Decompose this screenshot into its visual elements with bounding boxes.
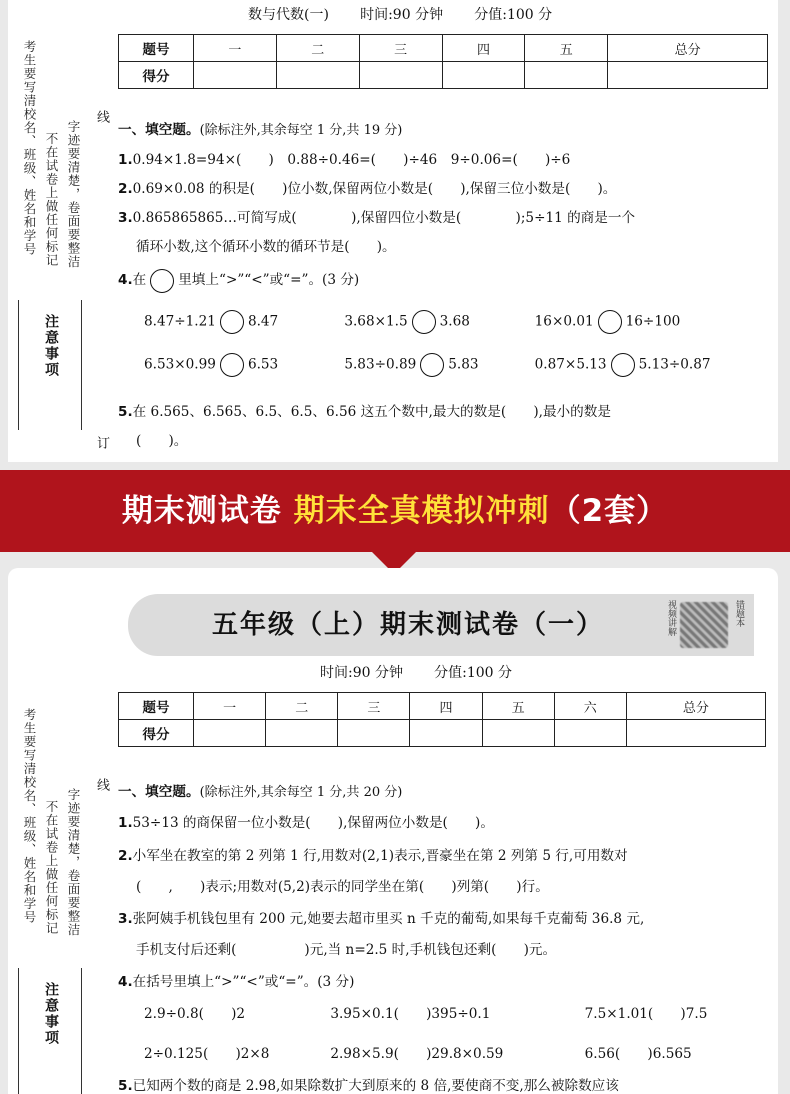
table-header-cell: 五 — [525, 35, 608, 62]
question-number: 4. — [118, 974, 133, 990]
compare-circle[interactable] — [220, 353, 244, 377]
compare-item[interactable]: 2.98×5.9( )29.8×0.59 — [330, 1046, 504, 1062]
section-note: (除标注外,其余每空 1 分,共 19 分) — [199, 123, 403, 138]
question-3 — [118, 206, 764, 226]
question-text: 0.865865865…可简写成( ),保留四位小数是( );5÷11 的商是一个 — [132, 210, 636, 226]
compare-left: 16×0.01 — [534, 313, 594, 330]
score-cell[interactable] — [442, 62, 525, 89]
question-number: 2. — [118, 848, 133, 864]
table-row — [119, 693, 766, 720]
total-score: 分值:100 分 — [474, 7, 553, 23]
compare-circle[interactable] — [611, 353, 635, 377]
question-2 — [118, 177, 764, 197]
qr-left-label: 视频讲解 — [666, 600, 676, 636]
question-number: 1. — [118, 152, 133, 168]
table-header-cell: 五 — [482, 693, 554, 720]
score-cell[interactable] — [266, 720, 338, 747]
margin-note-3: 字迹要清楚，卷面要整洁 — [66, 120, 81, 269]
compare-row — [144, 1042, 764, 1062]
compare-right: 5.13÷0.87 — [638, 356, 711, 373]
question-5 — [118, 400, 764, 420]
section-note: (除标注外,其余每空 1 分,共 20 分) — [199, 785, 403, 800]
compare-circle[interactable] — [598, 310, 622, 334]
score-cell[interactable] — [608, 62, 768, 89]
compare-circle[interactable] — [220, 310, 244, 334]
question-2 — [118, 844, 764, 864]
score-cell[interactable] — [359, 62, 442, 89]
exam-sheet-1 — [8, 0, 778, 462]
question-4 — [118, 970, 764, 990]
compare-item — [344, 310, 530, 334]
binding-margin — [8, 0, 109, 462]
table-header-cell: 三 — [338, 693, 410, 720]
compare-right: 5.83 — [448, 356, 479, 373]
banner-count: （2套） — [549, 493, 669, 529]
cut-line-label: 线 — [94, 110, 109, 123]
compare-left: 6.53×0.99 — [144, 356, 216, 373]
table-header-cell: 题号 — [119, 35, 194, 62]
staple-line-label: 订 — [94, 436, 109, 449]
score-cell[interactable] — [410, 720, 482, 747]
banner-highlight: 期末全真模拟冲刺 — [293, 493, 550, 529]
questions-area — [118, 780, 764, 1094]
question-text: 里填上“>”“<”或“=”。(3 分) — [178, 272, 360, 288]
table-header-cell: 总分 — [626, 693, 765, 720]
binding-margin — [8, 568, 109, 1094]
question-1 — [118, 148, 764, 168]
question-text: 0.69×0.08 的积是( )位小数,保留两位小数是( ),保留三位小数是( )。 — [132, 181, 617, 197]
question-text: 在 — [132, 272, 147, 288]
compare-right: 3.68 — [439, 313, 470, 330]
table-header-cell: 二 — [266, 693, 338, 720]
compare-left: 0.87×5.13 — [534, 356, 607, 373]
question-2-cont: ( , )表示;用数对(5,2)表示的同学坐在第( )列第( )行。 — [136, 879, 549, 895]
question-3-cont: 手机支付后还剩( )元,当 n=2.5 时,手机钱包还剩( )元。 — [136, 942, 557, 958]
compare-left: 8.47÷1.21 — [144, 313, 216, 330]
question-text: 53÷13 的商保留一位小数是( ),保留两位小数是( )。 — [132, 815, 494, 831]
question-text: 在 6.565、6.565、6.5、6.5、6.56 这五个数中,最大的数是( ),最小的数是 — [132, 404, 611, 420]
notice-box — [18, 300, 82, 430]
question-text: 小军坐在教室的第 2 列第 1 行,用数对(2,1)表示,晋豪坐在第 2 列第 5 行,可用数对 — [132, 848, 628, 864]
table-header-cell: 总分 — [608, 35, 768, 62]
compare-row — [144, 1002, 764, 1022]
compare-item — [344, 353, 530, 377]
compare-left: 3.68×1.5 — [344, 313, 408, 330]
question-5-cont: ( )。 — [136, 433, 188, 449]
question-1 — [118, 811, 764, 831]
table-header-cell: 一 — [194, 35, 277, 62]
question-number: 3. — [118, 911, 133, 927]
exam-sheet-2 — [8, 568, 778, 1094]
margin-note-1: 考生要写清校名、班级、姓名和学号 — [22, 40, 37, 256]
question-text: 已知两个数的商是 2.98,如果除数扩大到原来的 8 倍,要使商不变,那么被除数应该 — [132, 1078, 619, 1094]
qr-right-label: 错题本 — [734, 600, 744, 627]
question-text: 0.94×1.8=94×( ) 0.88÷0.46=( )÷46 9÷0.06=( )÷6 — [132, 152, 571, 168]
compare-circle[interactable] — [412, 310, 436, 334]
score-cell[interactable] — [525, 62, 608, 89]
table-header-cell: 一 — [194, 693, 266, 720]
notice-label: 注意事项 — [43, 982, 59, 1046]
table-header-cell: 二 — [276, 35, 359, 62]
margin-note-1: 考生要写清校名、班级、姓名和学号 — [22, 708, 37, 924]
title-bar — [128, 594, 754, 656]
question-number: 5. — [118, 404, 133, 420]
compare-item[interactable]: 3.95×0.1( )395÷0.1 — [330, 1006, 491, 1022]
score-cell[interactable] — [626, 720, 765, 747]
score-table — [118, 34, 768, 89]
score-row-label: 得分 — [119, 720, 194, 747]
exam-title: 五年级（上）期末测试卷（一） — [211, 610, 604, 640]
banner-text — [0, 470, 790, 552]
question-number: 1. — [118, 815, 133, 831]
compare-right: 8.47 — [247, 313, 279, 330]
total-score: 分值:100 分 — [434, 665, 513, 681]
compare-row — [144, 353, 764, 377]
question-number: 5. — [118, 1078, 133, 1094]
compare-right: 16÷100 — [625, 313, 681, 330]
question-3 — [118, 907, 764, 927]
table-row — [119, 62, 768, 89]
header-info — [320, 662, 512, 682]
compare-item[interactable]: 7.5×1.01( )7.5 — [584, 1006, 708, 1022]
question-text: 张阿姨手机钱包里有 200 元,她要去超市里买 n 千克的葡萄,如果每千克葡萄 36.8 元, — [132, 911, 645, 927]
margin-note-2: 不在试卷上做任何标记 — [44, 800, 59, 935]
compare-item — [535, 353, 711, 377]
section-title: 一、填空题。 — [118, 122, 200, 138]
score-cell[interactable] — [276, 62, 359, 89]
time-limit: 时间:90 分钟 — [360, 7, 444, 23]
compare-item — [535, 310, 681, 334]
compare-row — [144, 310, 764, 334]
table-row — [119, 35, 768, 62]
compare-item[interactable]: 2÷0.125( )2×8 — [144, 1046, 270, 1062]
compare-item — [144, 353, 340, 377]
time-limit: 时间:90 分钟 — [320, 665, 403, 681]
compare-left: 5.83÷0.89 — [344, 356, 417, 373]
compare-circle[interactable] — [150, 269, 174, 293]
notice-box — [18, 968, 82, 1094]
cut-line-label: 线 — [94, 778, 109, 791]
score-table — [118, 692, 766, 747]
margin-note-3: 字迹要清楚，卷面要整洁 — [66, 788, 81, 937]
qr-code-icon[interactable] — [680, 602, 728, 648]
table-header-cell: 题号 — [119, 693, 194, 720]
question-number: 2. — [118, 181, 133, 197]
score-cell[interactable] — [554, 720, 626, 747]
question-number: 4. — [118, 272, 133, 288]
table-row — [119, 720, 766, 747]
compare-item — [144, 310, 340, 334]
header-info — [248, 4, 552, 24]
score-cell[interactable] — [338, 720, 410, 747]
score-row-label: 得分 — [119, 62, 194, 89]
question-number: 3. — [118, 210, 133, 226]
table-header-cell: 四 — [410, 693, 482, 720]
table-header-cell: 四 — [442, 35, 525, 62]
question-4 — [118, 268, 764, 293]
table-header-cell: 六 — [554, 693, 626, 720]
section-heading — [118, 780, 764, 800]
question-5 — [118, 1074, 764, 1094]
subject-title: 数与代数(一) — [248, 7, 329, 23]
questions-area — [118, 118, 764, 462]
score-cell[interactable] — [194, 62, 277, 89]
table-header-cell: 三 — [359, 35, 442, 62]
question-text: 在括号里填上“>”“<”或“=”。(3 分) — [132, 974, 355, 990]
compare-item[interactable]: 6.56( )6.565 — [584, 1046, 692, 1062]
score-cell[interactable] — [194, 720, 266, 747]
compare-circle[interactable] — [420, 353, 444, 377]
question-3-cont: 循环小数,这个循环小数的循环节是( )。 — [136, 239, 396, 255]
banner-label: 期末测试卷 — [121, 493, 282, 529]
score-cell[interactable] — [482, 720, 554, 747]
compare-item[interactable]: 2.9÷0.8( )2 — [144, 1006, 246, 1022]
notice-label: 注意事项 — [43, 314, 59, 378]
section-heading — [118, 118, 764, 138]
section-title: 一、填空题。 — [118, 784, 200, 800]
compare-right: 6.53 — [247, 356, 279, 373]
margin-note-2: 不在试卷上做任何标记 — [44, 132, 59, 267]
